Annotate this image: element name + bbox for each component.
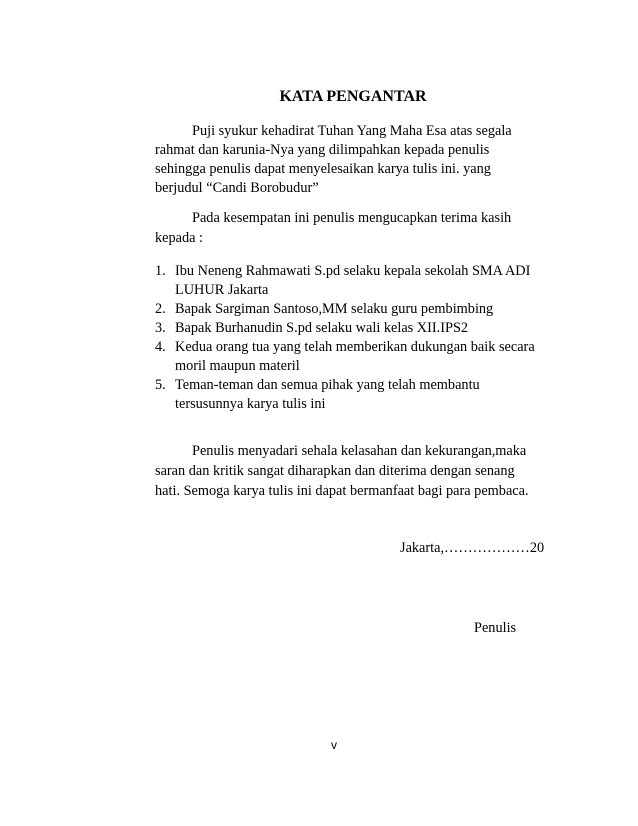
- paragraph-3-line-3: hati. Semoga karya tulis ini dapat bermanfaat bagi para pembaca.: [155, 483, 529, 499]
- list-item-3-line-1: Bapak Burhanudin S.pd selaku wali kelas XII.IPS2: [175, 320, 469, 336]
- paragraph-1-line-3: sehingga penulis dapat menyelesaikan karya tulis ini. yang: [155, 161, 491, 177]
- paragraph-1-line-4: berjudul “Candi Borobudur”: [155, 180, 319, 196]
- list-item-2-line-1: Bapak Sargiman Santoso,MM selaku guru pembimbing: [175, 301, 494, 317]
- list-item-number: 3.: [155, 320, 166, 336]
- list-item-5-line-1: Teman-teman dan semua pihak yang telah membantu: [175, 377, 480, 393]
- list-item-number: 2.: [155, 301, 166, 317]
- paragraph-2-line-1: Pada kesempatan ini penulis mengucapkan terima kasih: [192, 210, 512, 226]
- signature: Penulis: [474, 620, 517, 636]
- list-item-number: 5.: [155, 377, 166, 393]
- list-item-1-line-2: LUHUR Jakarta: [175, 282, 269, 298]
- page-title: KATA PENGANTAR: [279, 88, 427, 105]
- list-item-4-line-1: Kedua orang tua yang telah memberikan dukungan baik secara: [175, 339, 535, 355]
- list-item-4-line-2: moril maupun materil: [175, 358, 300, 374]
- list-item-number: 4.: [155, 339, 166, 355]
- paragraph-3-line-1: Penulis menyadari sehala kelasahan dan kekurangan,maka: [192, 443, 527, 459]
- paragraph-3-line-2: saran dan kritik sangat diharapkan dan diterima dengan senang: [155, 463, 515, 479]
- paragraph-1-line-2: rahmat dan karunia-Nya yang dilimpahkan kepada penulis: [155, 142, 490, 158]
- list-item-5-line-2: tersusunnya karya tulis ini: [175, 396, 326, 412]
- place-date: Jakarta,………………20: [400, 540, 545, 556]
- list-item-number: 1.: [155, 263, 166, 279]
- paragraph-1-line-1: Puji syukur kehadirat Tuhan Yang Maha Esa atas segala: [192, 123, 512, 139]
- paragraph-2-line-2: kepada :: [155, 230, 204, 246]
- list-item-1-line-1: Ibu Neneng Rahmawati S.pd selaku kepala sekolah SMA ADI: [175, 263, 531, 279]
- page-number: v: [331, 738, 337, 752]
